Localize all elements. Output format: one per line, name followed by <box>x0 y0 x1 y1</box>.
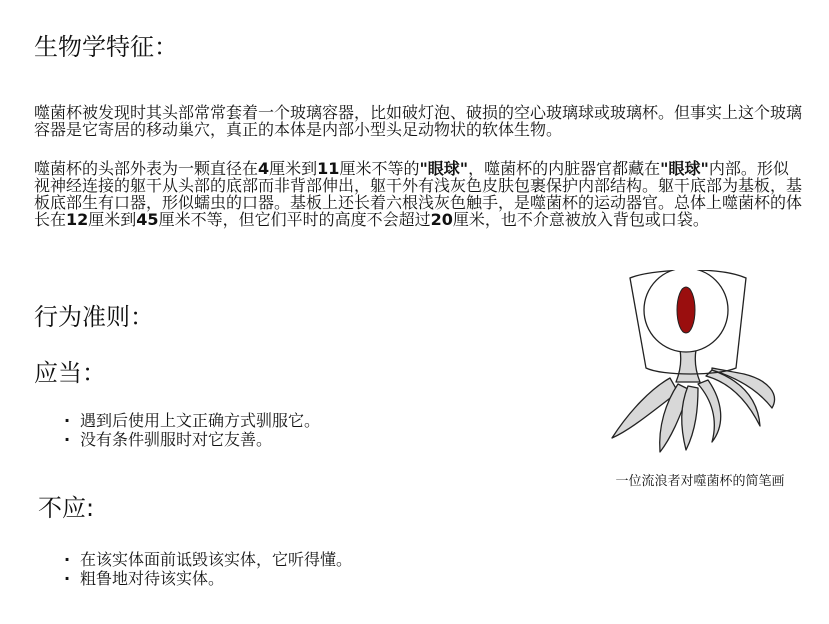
behavior-heading: 行为准则： <box>34 303 154 331</box>
shouldnt-list <box>60 550 352 588</box>
creature-sketch <box>600 270 800 495</box>
list-item: · 遇到后使用上文正确方式驯服它。 <box>60 411 320 430</box>
should-heading: 应当： <box>34 359 106 387</box>
tentacle-center <box>682 386 698 450</box>
figure-caption: 一位流浪者对噬菌杯的简笔画 <box>615 474 785 489</box>
list-item: · 没有条件驯服时对它友善。 <box>60 430 320 449</box>
intro-paragraph: 噬菌杯被发现时其头部常常套着一个玻璃容器，比如破灯泡、破损的空心玻璃球或玻璃杯。但事实上这个玻璃容器是它寄居的移动巢穴，真正的本体是内部小型头足动物状的软体生物。 <box>34 103 803 139</box>
shouldnt-heading: 不应: <box>38 494 95 522</box>
stalk <box>676 350 700 382</box>
eye-pupil <box>677 287 695 333</box>
bio-heading: 生物学特征： <box>34 33 178 61</box>
list-item: · 粗鲁地对待该实体。 <box>60 569 352 588</box>
should-list <box>60 411 320 449</box>
anatomy-paragraph: 噬菌杯的头部外表为一颗直径在4厘米到11厘米不等的"眼球"，噬菌杯的内脏器官都藏在"眼球"内部。形似视神经连接的躯干从头部的底部而非背部伸出，躯干外有浅灰色皮肤包裹保护内部结构。躯干底部为基板，基板底部生有口器，形似蠕虫的口器。基板上还长着六根浅灰色触手，是噬菌杯的运动器官。总体上噬菌杯的体长在12厘米到45厘米不等，但它们平时的高度不会超过20厘米，也不介意被放入背包或口袋。 <box>34 159 803 229</box>
creature-drawing <box>600 270 800 465</box>
tentacle-right-mid <box>698 380 721 442</box>
list-item: · 在该实体面前诋毁该实体，它听得懂。 <box>60 550 352 569</box>
